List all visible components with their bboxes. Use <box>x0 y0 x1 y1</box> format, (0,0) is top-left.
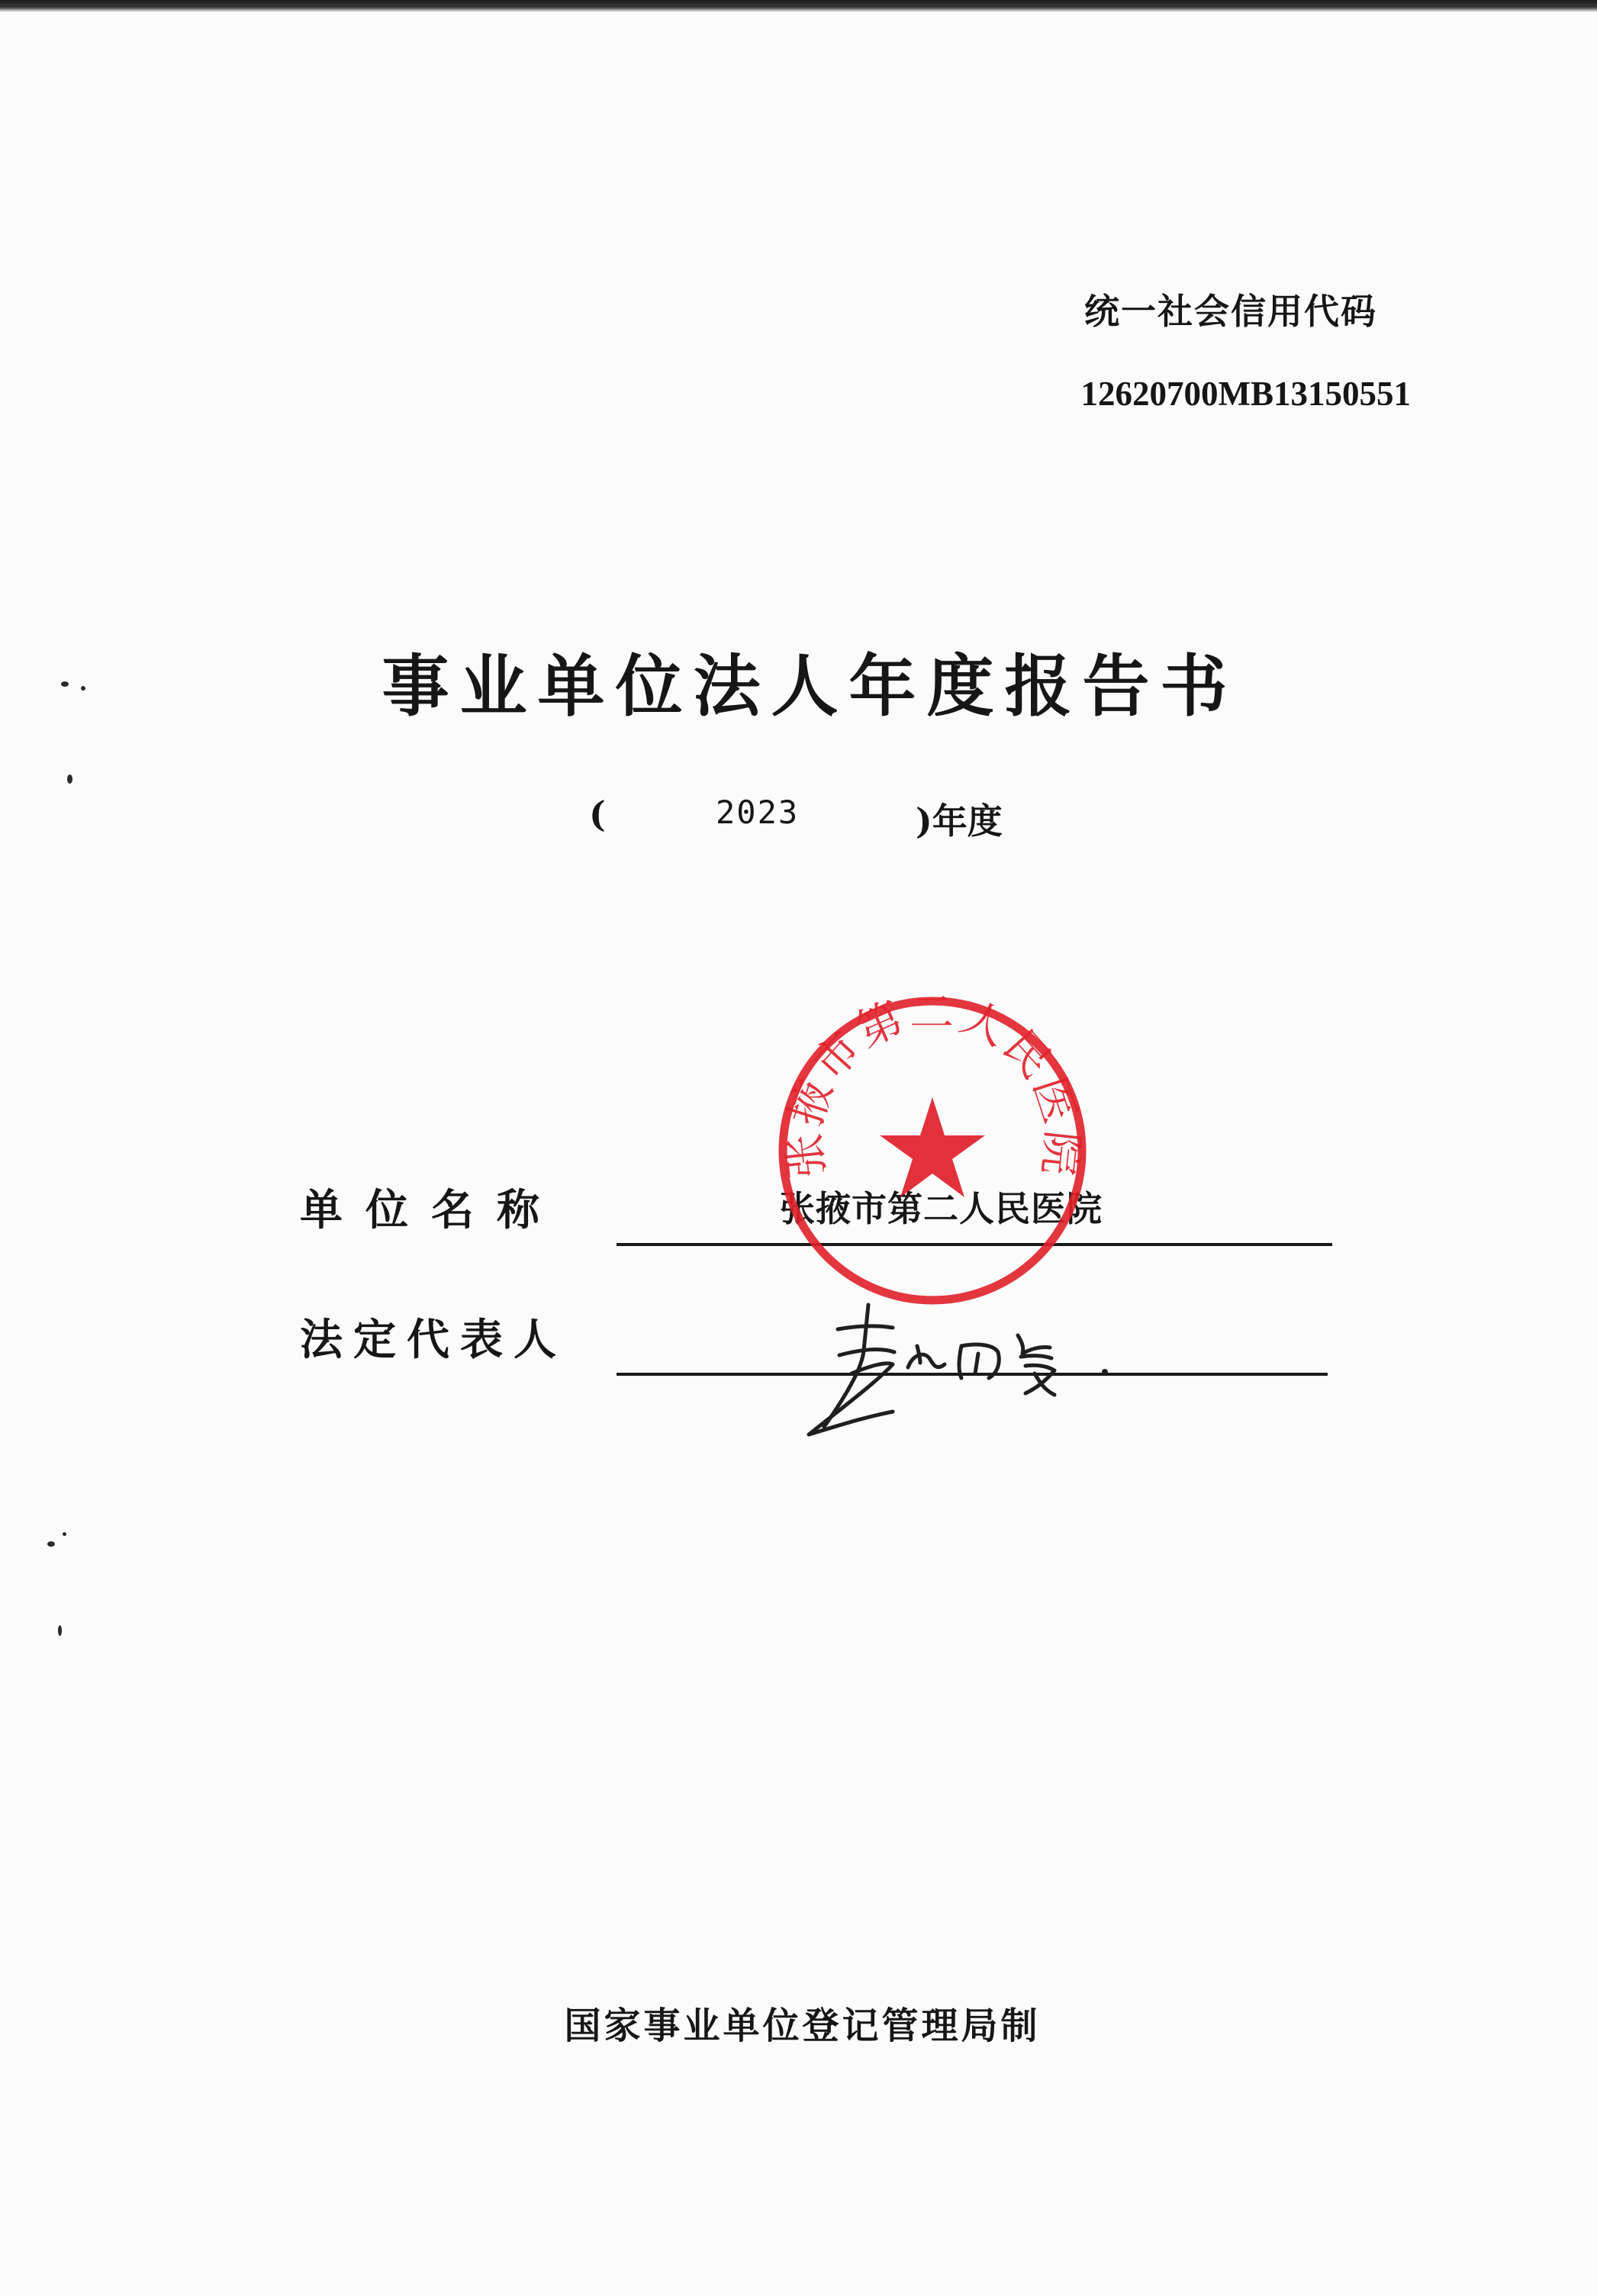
issuing-authority: 国家事业单位登记管理局制 <box>564 2005 1041 2047</box>
legal-representative-label: 法定代表人 <box>300 1315 567 1365</box>
handwritten-signature <box>778 1282 1129 1450</box>
unit-name-value: 张掖市第二人民医院 <box>780 1188 1103 1229</box>
report-year-line <box>580 794 1038 847</box>
scan-top-edge <box>0 0 1597 12</box>
unit-name-label: 单位名称 <box>300 1186 562 1235</box>
credit-code-label: 统一社会信用代码 <box>1084 291 1377 332</box>
report-year: 2023 <box>716 794 800 831</box>
year-suffix: )年度 <box>916 800 1003 842</box>
scan-speck <box>63 1532 66 1536</box>
year-open-paren: ( <box>589 794 606 835</box>
official-seal-stamp <box>772 990 1093 1311</box>
seal-text: 张掖市第二人民医院 <box>777 990 1090 1181</box>
scan-speck <box>47 1541 55 1547</box>
document-title: 事业单位法人年度报告书 <box>382 647 1238 726</box>
credit-code-value: 12620700MB13150551 <box>1080 375 1411 413</box>
seal-star-icon <box>880 1097 985 1197</box>
scan-speck <box>58 1625 62 1636</box>
scan-speck <box>67 774 72 784</box>
